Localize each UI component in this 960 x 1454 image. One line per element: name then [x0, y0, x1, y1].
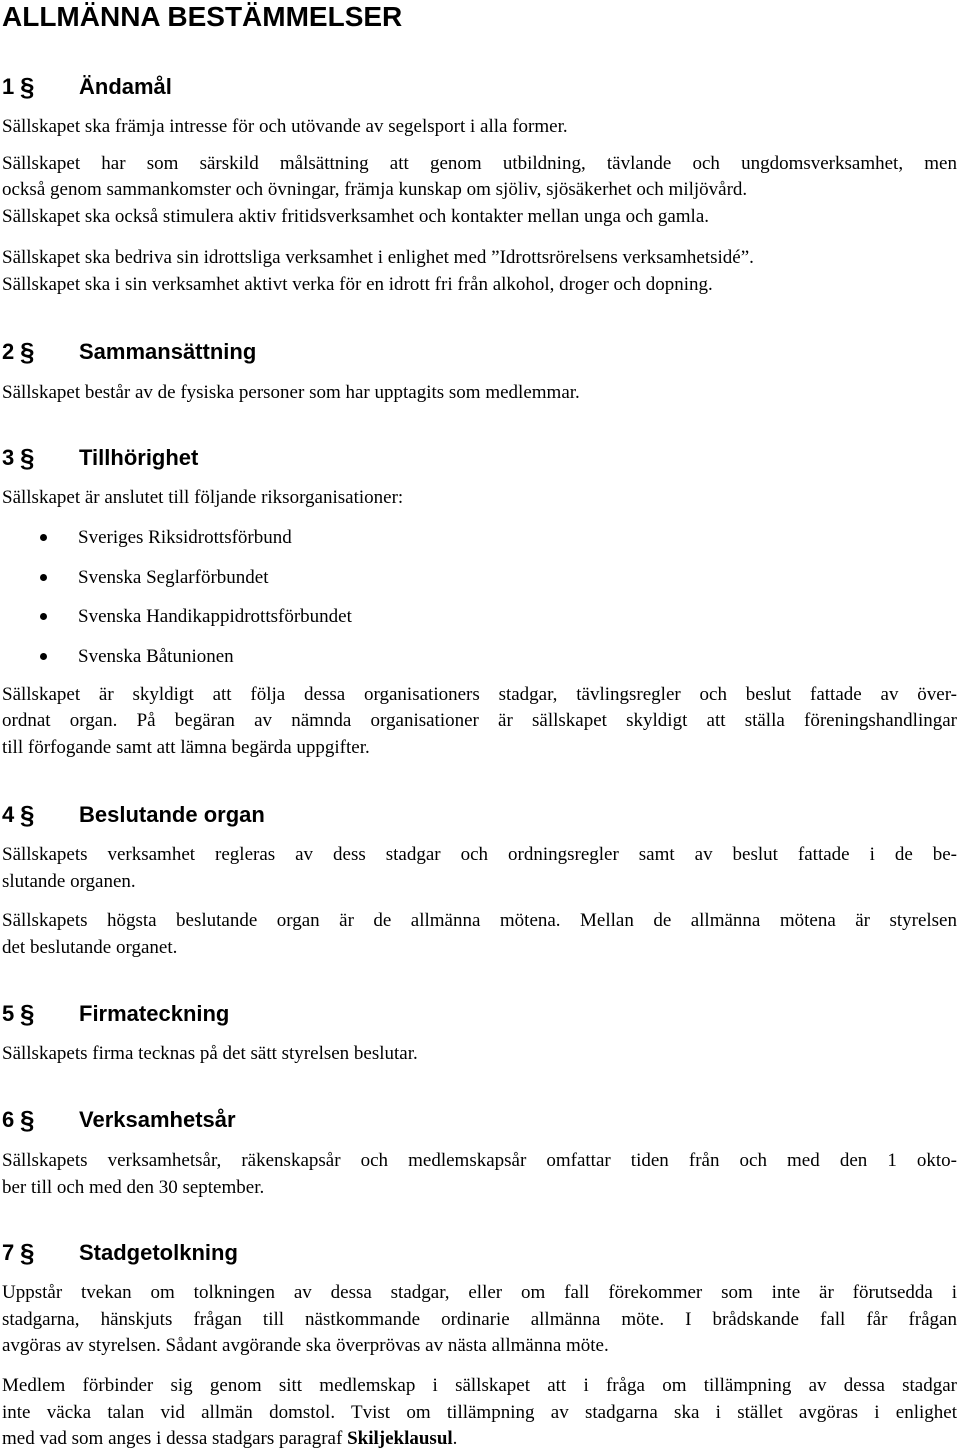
- section-title: Stadgetolkning: [79, 1240, 238, 1265]
- paragraph-line: Sällskapet är skyldigt att följa dessa organisationers stadgar, tävlingsregler och beslut fattade av över-: [2, 684, 957, 705]
- section-title: Tillhörighet: [79, 445, 199, 470]
- section-sign: §: [20, 72, 35, 102]
- section-1-heading: [2, 72, 602, 102]
- section-title: Verksamhetsår: [79, 1107, 236, 1132]
- bullet-icon: [40, 613, 47, 620]
- paragraph-line: ber till och med den 30 september.: [2, 1177, 265, 1198]
- section-sign: §: [20, 1238, 35, 1268]
- paragraph-line: Sällskapet är anslutet till följande riksorganisationer:: [2, 487, 404, 508]
- section-number: 2: [2, 339, 15, 364]
- list-item-text: Svenska Seglarförbundet: [78, 567, 269, 588]
- section-number: 5: [2, 1001, 15, 1026]
- section-number: 3: [2, 445, 15, 470]
- paragraph-line: slutande organen.: [2, 871, 136, 892]
- paragraph-text: med vad som anges i dessa stadgars paragraf: [2, 1428, 348, 1449]
- section-number: 1: [2, 74, 15, 99]
- list-item: [2, 524, 602, 551]
- section-title: Beslutande organ: [79, 802, 265, 827]
- paragraph-line: ordnat organ. På begäran av nämnda organisationer är sällskapet skyldigt att ställa föreningshandlingar: [2, 710, 957, 731]
- paragraph-line: också genom sammankomster och övningar, främja kunskap om sjöliv, sjösäkerhet och miljövård.: [2, 179, 748, 200]
- bold-term: Skiljeklausul: [347, 1428, 453, 1449]
- section-sign: §: [20, 337, 35, 367]
- section-number: 4: [2, 802, 15, 827]
- section-title: Sammansättning: [79, 339, 257, 364]
- paragraph-line: Sällskapet ska bedriva sin idrottsliga verksamhet i enlighet med ”Idrottsrörelsens verksamhetsidé”.: [2, 247, 754, 268]
- section-4-heading: [2, 800, 602, 830]
- section-sign: §: [20, 1105, 35, 1135]
- paragraph-line: Sällskapet ska i sin verksamhet aktivt verka för en idrott fri från alkohol, droger och dopning.: [2, 274, 713, 295]
- list-item-text: Sveriges Riksidrottsförbund: [78, 527, 292, 548]
- paragraph-line: Sällskapet ska också stimulera aktiv fritidsverksamhet och kontakter mellan unga och gamla.: [2, 206, 710, 227]
- section-title: Firmateckning: [79, 1001, 230, 1026]
- paragraph-line: [2, 1426, 957, 1453]
- paragraph-line: Sällskapets verksamhetsår, räkenskapsår och medlemskapsår omfattar tiden från och med den 1 okto-: [2, 1150, 957, 1171]
- paragraph-line: Medlem förbinder sig genom sitt medlemskap i sällskapet att i fråga om tillämpning av dessa stadgar: [2, 1375, 957, 1396]
- section-7-heading: [2, 1238, 602, 1268]
- paragraph-line: avgöras av styrelsen. Sådant avgörande ska överprövas av nästa allmänna möte.: [2, 1335, 609, 1356]
- paragraph-line: Sällskapets firma tecknas på det sätt styrelsen beslutar.: [2, 1043, 418, 1064]
- paragraph-line: Uppstår tvekan om tolkningen av dessa stadgar, eller om fall förekommer som inte är förutsedda i: [2, 1282, 957, 1303]
- section-5-heading: [2, 999, 602, 1029]
- section-3-heading: [2, 443, 602, 473]
- paragraph-line: inte väcka talan vid allmän domstol. Tvist om tillämpning av stadgarna ska i stället avgöras i enlighet: [2, 1402, 957, 1423]
- paragraph-line: stadgarna, hänskjuts frågan till nästkommande ordinarie allmänna möte. I brådskande fall får frågan: [2, 1309, 957, 1330]
- paragraph-line: Sällskapets högsta beslutande organ är de allmänna mötena. Mellan de allmänna mötena är styrelsen: [2, 910, 957, 931]
- bullet-icon: [40, 534, 47, 541]
- section-sign: §: [20, 443, 35, 473]
- list-item: [2, 643, 602, 670]
- paragraph-line: Sällskapet består av de fysiska personer som har upptagits som medlemmar.: [2, 382, 580, 403]
- list-item: [2, 564, 602, 591]
- list-item-text: Svenska Handikappidrottsförbundet: [78, 606, 352, 627]
- bullet-icon: [40, 653, 47, 660]
- document-title: ALLMÄNNA BESTÄMMELSER: [2, 1, 403, 32]
- list-item: [2, 603, 602, 630]
- paragraph-line: till förfogande samt att lämna begärda uppgifter.: [2, 737, 370, 758]
- paragraph-period: .: [452, 1428, 458, 1449]
- section-2-heading: [2, 337, 602, 367]
- paragraph-line: det beslutande organet.: [2, 937, 178, 958]
- section-number: 6: [2, 1107, 15, 1132]
- paragraph-line: Sällskapet ska främja intresse för och utövande av segelsport i alla former.: [2, 116, 568, 137]
- bullet-icon: [40, 574, 47, 581]
- section-sign: §: [20, 999, 35, 1029]
- list-item-text: Svenska Båtunionen: [78, 646, 234, 667]
- section-title: Ändamål: [79, 74, 172, 99]
- paragraph-line: Sällskapet har som särskild målsättning att genom utbildning, tävlande och ungdomsverksamhet, men: [2, 153, 957, 174]
- section-6-heading: [2, 1105, 602, 1135]
- section-number: 7: [2, 1240, 15, 1265]
- paragraph-line: Sällskapets verksamhet regleras av dess stadgar och ordningsregler samt av beslut fattade i de be-: [2, 844, 957, 865]
- section-sign: §: [20, 800, 35, 830]
